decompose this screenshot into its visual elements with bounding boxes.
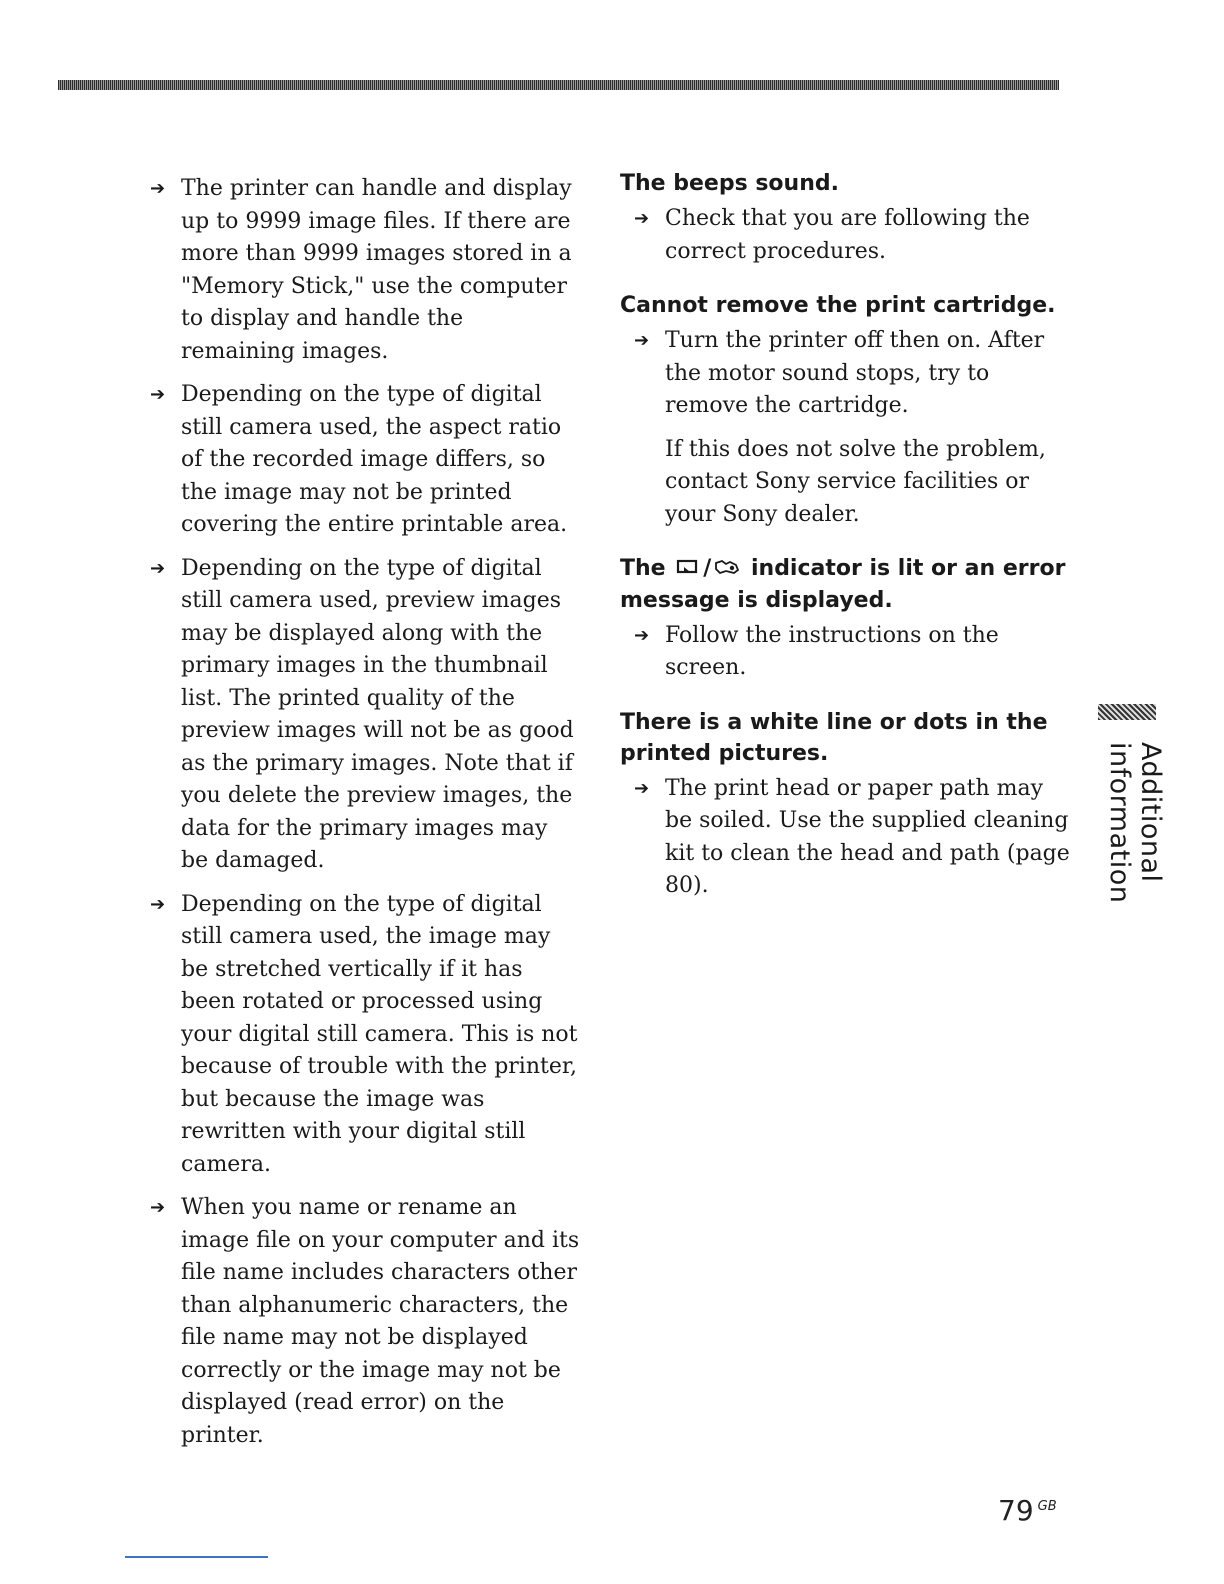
section-heading: Cannot remove the print cartridge. — [620, 293, 1056, 318]
list-item — [150, 889, 580, 1182]
arrow-bullet-icon: ➔ — [150, 893, 166, 915]
page-number — [998, 1494, 1057, 1527]
arrow-bullet-icon: ➔ — [150, 178, 166, 199]
list-item — [150, 553, 580, 878]
section-heading: The beeps sound. — [620, 171, 839, 196]
list-item-text: The printer can handle and display up to 9999 image files. If there are more than 9999 images stored in a "Memory Stick," use the computer to display and handle the remaining images. — [181, 176, 572, 364]
list-item-text: The print head or paper path may be soiled. Use the supplied cleaning kit to clean the head and path (page 80). — [665, 775, 1070, 898]
side-tab — [1098, 704, 1166, 904]
list-item-text: Depending on the type of digital still camera used, the image may be stretched vertically if it has been rotated or processed using your digital still camera. This is not because of trouble with the printer, but because the image was rewritten with your digital still camera. — [181, 891, 578, 1177]
arrow-bullet-icon: ➔ — [634, 777, 650, 799]
list-item — [634, 203, 1070, 268]
arrow-bullet-icon: ➔ — [634, 208, 650, 229]
arrow-bullet-icon: ➔ — [634, 624, 650, 646]
note-paragraph: If this does not solve the problem, contact Sony service facilities or your Sony dealer. — [665, 436, 1046, 527]
list-item — [634, 325, 1070, 423]
list-item-text: Check that you are following the correct procedures. — [665, 206, 1030, 264]
page-number-value: 79 — [998, 1494, 1034, 1527]
arrow-bullet-icon: ➔ — [150, 1197, 166, 1218]
heading-text-end: indicator is lit or an error message is displayed. — [620, 556, 1066, 613]
arrow-bullet-icon: ➔ — [150, 557, 166, 579]
section-indicator — [620, 553, 1070, 685]
list-item-text: When you name or rename an image file on your computer and its file name includes characters other than alphanumeric characters, the file name may not be displayed correctly or the image may not be displayed (read error) on the printer. — [181, 1195, 580, 1448]
print-cartridge-icon — [676, 554, 700, 585]
list-item — [150, 173, 580, 368]
section-white-line — [620, 707, 1070, 903]
heading-slash: / — [703, 556, 712, 581]
list-item — [634, 620, 1070, 685]
paper-tray-icon — [714, 554, 740, 585]
section-heading — [620, 553, 1070, 616]
arrow-bullet-icon: ➔ — [150, 384, 166, 405]
list-item-text: Depending on the type of digital still camera used, preview images may be displayed along with the primary images in the thumbnail list. The printed quality of the preview images will not be as good as the primary images. Note that if you delete the preview images, the data for the primary images may be damaged. — [181, 555, 574, 873]
heading-text-start: The — [620, 556, 666, 581]
side-tab-marker — [1098, 704, 1156, 720]
list-item — [634, 773, 1070, 903]
bottom-rule — [125, 1556, 268, 1558]
list-item-text: Turn the printer off then on. After the motor sound stops, try to remove the cartridge. — [665, 328, 1045, 418]
page-suffix: GB — [1037, 1498, 1057, 1514]
list-item-text: Depending on the type of digital still camera used, the aspect ratio of the recorded image differs, so the image may not be printed covering the entire printable area. — [181, 382, 568, 537]
side-tab-label: Additional information — [1104, 742, 1166, 904]
arrow-bullet-icon: ➔ — [634, 330, 650, 351]
section-cartridge — [620, 290, 1070, 531]
list-item-text: Follow the instructions on the screen. — [665, 622, 999, 680]
header-band — [58, 80, 1059, 90]
list-item — [150, 1192, 580, 1452]
right-column — [620, 168, 1070, 925]
section-beeps — [620, 168, 1070, 268]
list-item — [150, 379, 580, 542]
left-column — [150, 173, 580, 1463]
section-heading: There is a white line or dots in the printed pictures. — [620, 709, 1048, 766]
